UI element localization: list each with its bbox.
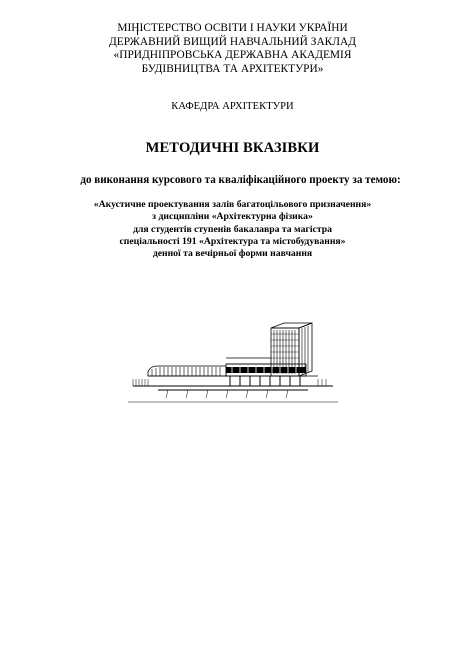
header-line: «ПРИДНІПРОВСЬКА ДЕРЖАВНА АКАДЕМІЯ — [113, 49, 352, 62]
details-line: «Акустичне проектування залів багатоцільового призначення» — [93, 199, 372, 210]
details-line: денної та вечірньої форми навчання — [152, 248, 313, 260]
header-line: ДЕРЖАВНИЙ ВИЩИЙ НАВЧАЛЬНИЙ ЗАКЛАД — [109, 35, 356, 48]
details-line: з дисципліни «Архітектурна фізика» — [152, 211, 313, 223]
header-line: БУДІВНИЦТВА ТА АРХІТЕКТУРИ» — [141, 62, 324, 75]
department-name: КАФЕДРА АРХІТЕКТУРИ — [171, 101, 294, 112]
document-subtitle: до виконання курсового та кваліфікаційного проекту за темою: — [80, 174, 401, 186]
course-details — [0, 199, 465, 260]
document-title: МЕТОДИЧНІ ВКАЗІВКИ — [145, 140, 320, 156]
header-line: МІНІСТЕРСТВО ОСВІТИ І НАУКИ УКРАЇНИ — [117, 22, 348, 34]
academy-building-sketch-icon — [128, 318, 338, 403]
details-line: для студентів ступенів бакалавра та магістра — [133, 223, 332, 235]
details-line: спеціальності 191 «Архітектура та містобудування» — [119, 235, 346, 247]
ministry-header — [0, 22, 465, 76]
